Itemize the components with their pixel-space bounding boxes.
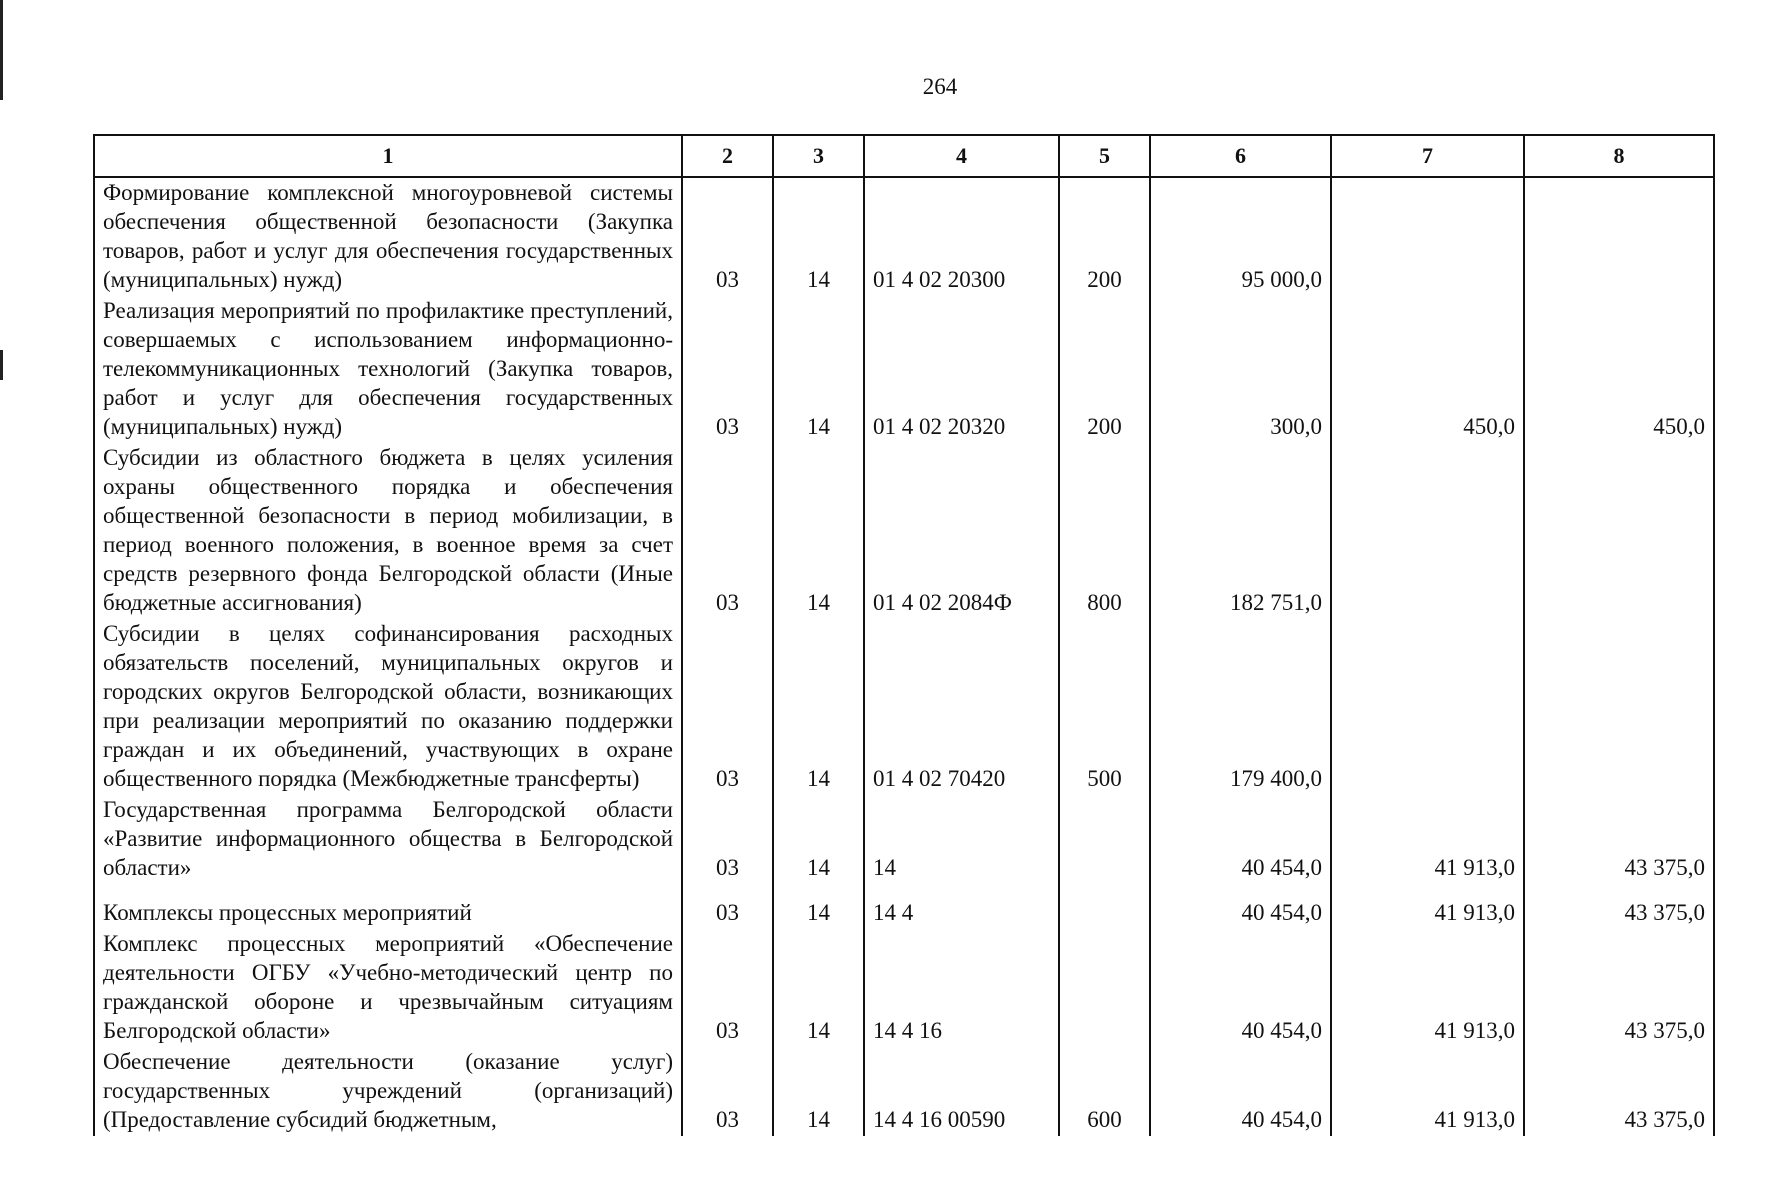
table-row (94, 929, 1714, 1047)
row-name: Реализация мероприятий по профилактике преступлений, совершаемых с использованием информационно-телекоммуникационных технологий (Закупка товаров, работ и услуг для обеспечения государственных (муниципальных) нужд) (94, 296, 682, 443)
row-name: Обеспечение деятельности (оказание услуг) государственных учреждений (организаций) (Предоставление субсидий бюджетным, (94, 1047, 682, 1136)
margin-mark (0, 350, 3, 380)
column-header: 1 (94, 135, 682, 177)
row-amount-year1: 179 400,0 (1150, 619, 1331, 795)
table-row (94, 619, 1714, 795)
row-name: Комплекс процессных мероприятий «Обеспечение деятельности ОГБУ «Учебно-методический центр по гражданской обороне и чрезвычайным ситуациям Белгородской области» (94, 929, 682, 1047)
row-subsection: 14 (773, 929, 864, 1047)
row-subsection: 14 (773, 884, 864, 929)
row-subsection: 14 (773, 1047, 864, 1136)
column-header: 5 (1059, 135, 1150, 177)
row-section: 03 (682, 929, 773, 1047)
row-section: 03 (682, 443, 773, 619)
column-header: 2 (682, 135, 773, 177)
table-row (94, 443, 1714, 619)
row-target-code: 01 4 02 20300 (864, 177, 1059, 296)
row-subsection: 14 (773, 296, 864, 443)
row-expense-type: 200 (1059, 296, 1150, 443)
row-expense-type (1059, 795, 1150, 884)
row-section: 03 (682, 1047, 773, 1136)
row-amount-year2 (1331, 619, 1524, 795)
row-expense-type (1059, 929, 1150, 1047)
row-name: Формирование комплексной многоуровневой системы обеспечения общественной безопасности (Закупка товаров, работ и услуг для обеспечения государственных (муниципальных) нужд) (94, 177, 682, 296)
header-row (94, 135, 1714, 177)
column-header: 7 (1331, 135, 1524, 177)
row-amount-year2: 450,0 (1331, 296, 1524, 443)
row-amount-year1: 182 751,0 (1150, 443, 1331, 619)
row-amount-year2 (1331, 443, 1524, 619)
row-subsection: 14 (773, 795, 864, 884)
row-target-code: 14 4 16 00590 (864, 1047, 1059, 1136)
table-row (94, 795, 1714, 884)
row-section: 03 (682, 795, 773, 884)
row-subsection: 14 (773, 619, 864, 795)
page-number: 264 (922, 74, 958, 99)
row-amount-year3: 43 375,0 (1524, 884, 1714, 929)
row-amount-year2: 41 913,0 (1331, 795, 1524, 884)
row-target-code: 14 (864, 795, 1059, 884)
row-section: 03 (682, 177, 773, 296)
row-name: Субсидии из областного бюджета в целях усиления охраны общественного порядка и обеспечения общественной безопасности в период мобилизации, в период военного положения, в военное время за счет средств резервного фонда Белгородской области (Иные бюджетные ассигнования) (94, 443, 682, 619)
row-expense-type: 800 (1059, 443, 1150, 619)
row-section: 03 (682, 296, 773, 443)
row-target-code: 01 4 02 20320 (864, 296, 1059, 443)
row-amount-year3 (1524, 443, 1714, 619)
column-header: 3 (773, 135, 864, 177)
column-header: 4 (864, 135, 1059, 177)
row-expense-type: 500 (1059, 619, 1150, 795)
row-amount-year3: 43 375,0 (1524, 929, 1714, 1047)
budget-table (93, 134, 1715, 1136)
table-row (94, 884, 1714, 929)
row-amount-year1: 300,0 (1150, 296, 1331, 443)
table-row (94, 1047, 1714, 1136)
row-name: Субсидии в целях софинансирования расходных обязательств поселений, муниципальных округов и городских округов Белгородской области, возникающих при реализации мероприятий по оказанию поддержки граждан и их объединений, участвующих в охране общественного порядка (Межбюджетные трансферты) (94, 619, 682, 795)
row-expense-type: 600 (1059, 1047, 1150, 1136)
row-section: 03 (682, 619, 773, 795)
row-amount-year3: 43 375,0 (1524, 795, 1714, 884)
row-name: Государственная программа Белгородской области «Развитие информационного общества в Белгородской области» (94, 795, 682, 884)
row-name: Комплексы процессных мероприятий (94, 884, 682, 929)
row-amount-year1: 95 000,0 (1150, 177, 1331, 296)
table-row (94, 177, 1714, 296)
column-header: 8 (1524, 135, 1714, 177)
row-subsection: 14 (773, 443, 864, 619)
row-target-code: 14 4 16 (864, 929, 1059, 1047)
column-header: 6 (1150, 135, 1331, 177)
row-amount-year3: 450,0 (1524, 296, 1714, 443)
row-amount-year2: 41 913,0 (1331, 929, 1524, 1047)
row-target-code: 01 4 02 2084Ф (864, 443, 1059, 619)
row-amount-year3 (1524, 177, 1714, 296)
row-amount-year2 (1331, 177, 1524, 296)
row-expense-type (1059, 884, 1150, 929)
row-amount-year3: 43 375,0 (1524, 1047, 1714, 1136)
row-subsection: 14 (773, 177, 864, 296)
row-target-code: 14 4 (864, 884, 1059, 929)
row-amount-year1: 40 454,0 (1150, 929, 1331, 1047)
row-expense-type: 200 (1059, 177, 1150, 296)
row-amount-year1: 40 454,0 (1150, 884, 1331, 929)
row-amount-year3 (1524, 619, 1714, 795)
row-amount-year2: 41 913,0 (1331, 884, 1524, 929)
row-section: 03 (682, 884, 773, 929)
row-amount-year2: 41 913,0 (1331, 1047, 1524, 1136)
row-amount-year1: 40 454,0 (1150, 795, 1331, 884)
row-target-code: 01 4 02 70420 (864, 619, 1059, 795)
row-amount-year1: 40 454,0 (1150, 1047, 1331, 1136)
table-row (94, 296, 1714, 443)
